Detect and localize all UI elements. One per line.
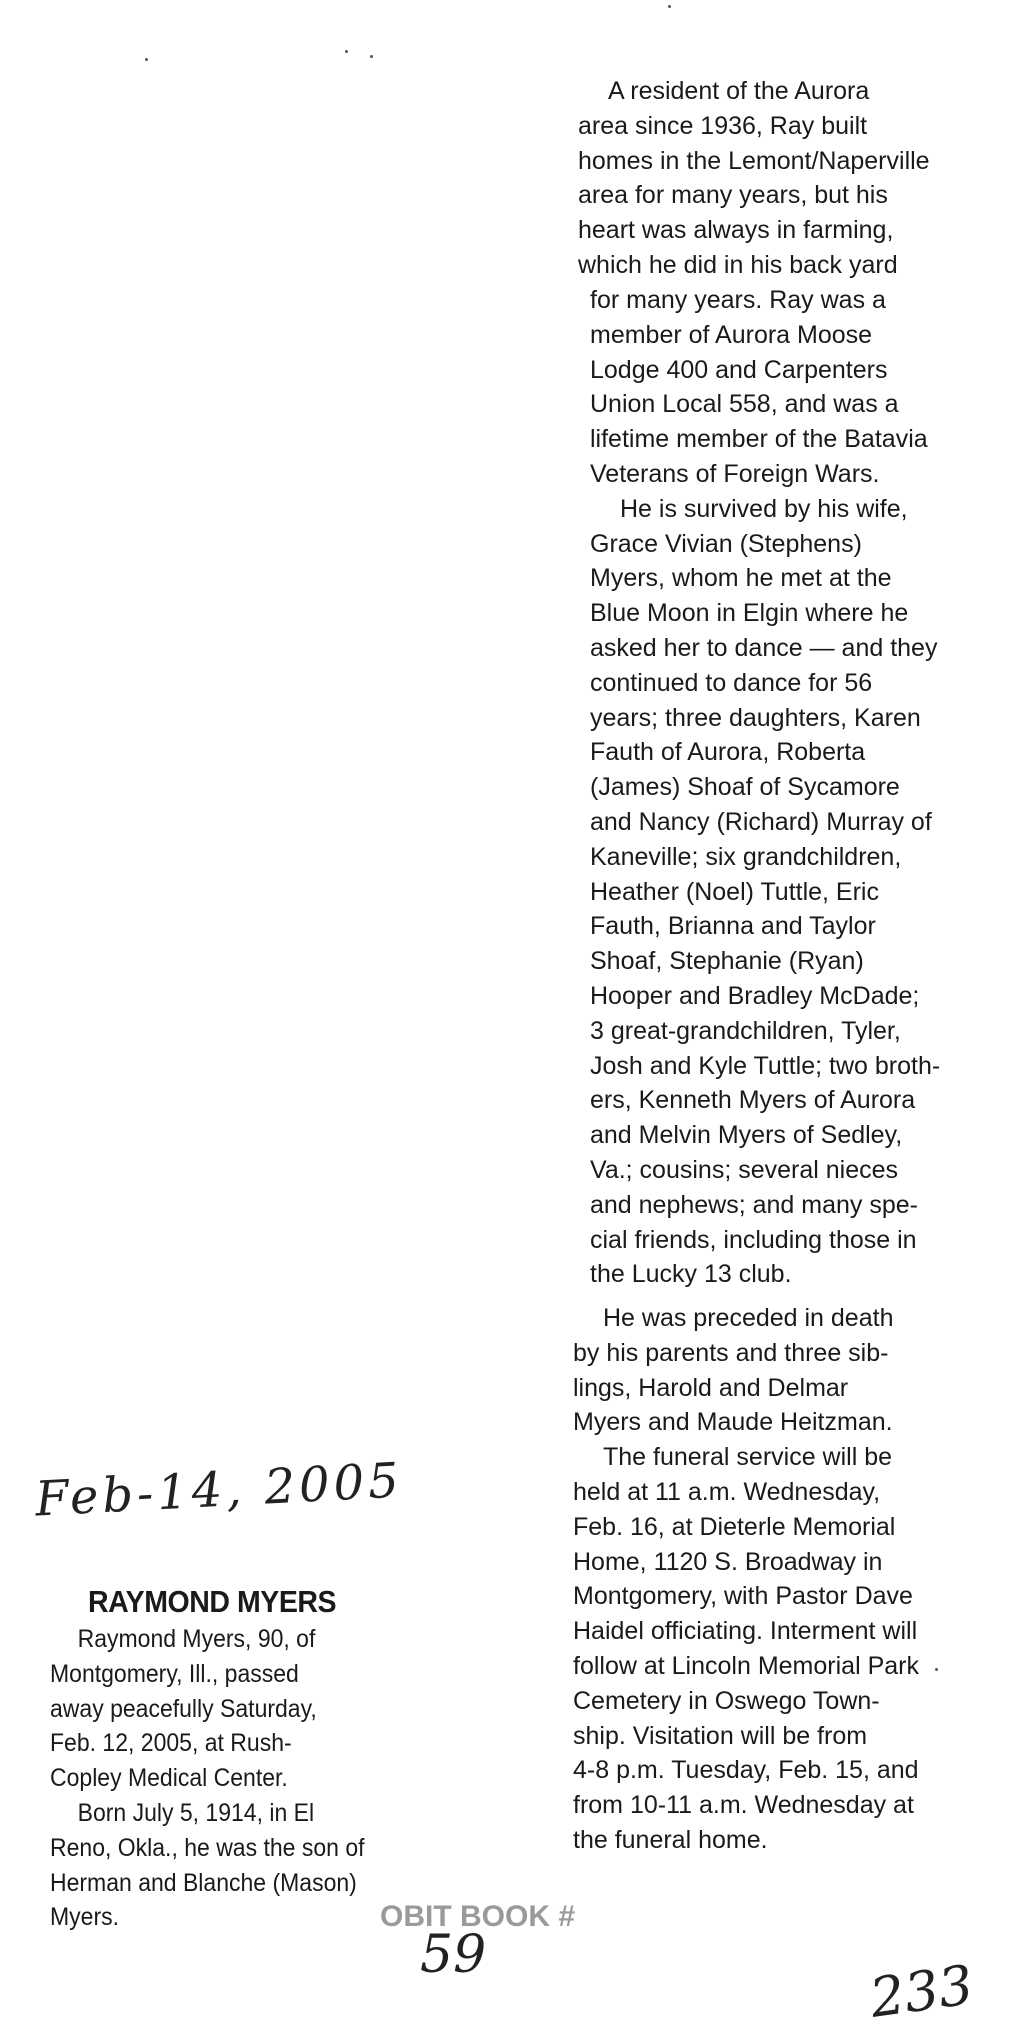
- scan-speck: [370, 55, 373, 58]
- text-line: ship. Visitation will be from: [573, 1721, 868, 1750]
- scan-speck: [145, 58, 148, 61]
- scan-speck: [935, 1668, 938, 1671]
- text-line: Feb. 16, at Dieterle Memorial: [573, 1512, 896, 1541]
- handwritten-date: Feb-14, 2005: [33, 1452, 404, 1528]
- text-line: Shoaf, Stephanie (Ryan): [590, 947, 864, 976]
- text-line: from 10-11 a.m. Wednesday at: [573, 1791, 914, 1820]
- scan-speck: [668, 5, 671, 8]
- text-line: ers, Kenneth Myers of Aurora: [590, 1086, 916, 1115]
- text-line: Myers and Maude Heitzman.: [573, 1408, 893, 1437]
- text-line: member of Aurora Moose: [590, 320, 873, 349]
- text-line: Herman and Blanche (Mason): [50, 1868, 357, 1897]
- text-line: The funeral service will be: [603, 1443, 893, 1472]
- text-line: area for many years, but his: [578, 181, 888, 210]
- text-line: Heather (Noel) Tuttle, Eric: [590, 877, 879, 906]
- text-line: Feb. 12, 2005, at Rush-: [50, 1729, 292, 1758]
- text-line: Reno, Okla., he was the son of: [50, 1833, 365, 1862]
- obit-book-number: 59: [420, 1925, 487, 1985]
- text-line: Grace Vivian (Stephens): [590, 529, 862, 558]
- text-line: Kaneville; six grandchildren,: [590, 842, 902, 871]
- obituary-column-right-middle: [590, 283, 940, 1292]
- text-line: the Lucky 13 club.: [590, 1260, 792, 1289]
- obituary-column-right-bottom: [573, 1301, 919, 1858]
- text-line: (James) Shoaf of Sycamore: [590, 773, 900, 802]
- text-line: for many years. Ray was a: [590, 286, 886, 314]
- text-line: follow at Lincoln Memorial Park: [573, 1651, 919, 1680]
- text-line: Blue Moon in Elgin where he: [590, 599, 909, 628]
- page-number: 233: [866, 1953, 977, 2030]
- text-line: Union Local 558, and was a: [590, 390, 899, 419]
- text-line: Home, 1120 S. Broadway in: [573, 1547, 883, 1576]
- text-line: Josh and Kyle Tuttle; two broth-: [590, 1051, 941, 1080]
- text-line: and Melvin Myers of Sedley,: [590, 1121, 903, 1150]
- scan-speck: [345, 50, 348, 53]
- text-line: held at 11 a.m. Wednesday,: [573, 1477, 881, 1506]
- text-line: away peacefully Saturday,: [50, 1694, 317, 1723]
- text-line: homes in the Lemont/Naperville: [578, 146, 930, 175]
- text-line: the funeral home.: [573, 1825, 768, 1854]
- text-line: Montgomery, with Pastor Dave: [573, 1582, 913, 1611]
- text-line: by his parents and three sib-: [573, 1338, 889, 1367]
- text-line: Fauth of Aurora, Roberta: [590, 738, 866, 767]
- text-line: cial friends, including those in: [590, 1225, 917, 1254]
- text-line: Cemetery in Oswego Town-: [573, 1686, 880, 1715]
- text-line: 4-8 p.m. Tuesday, Feb. 15, and: [573, 1756, 919, 1785]
- text-line: Myers, whom he met at the: [590, 564, 892, 593]
- text-line: 3 great-grandchildren, Tyler,: [590, 1016, 901, 1045]
- text-line: Va.; cousins; several nieces: [590, 1155, 899, 1184]
- text-line: Hooper and Bradley McDade;: [590, 981, 920, 1010]
- text-line: Born July 5, 1914, in El: [77, 1798, 315, 1827]
- text-line: continued to dance for 56: [590, 668, 873, 697]
- obituary-column-left: [50, 1622, 365, 1935]
- text-line: Haidel officiating. Interment will: [573, 1617, 918, 1646]
- text-line: heart was always in farming,: [578, 216, 894, 245]
- text-line: He is survived by his wife,: [620, 494, 908, 523]
- text-line: A resident of the Aurora: [608, 77, 870, 105]
- text-line: asked her to dance — and they: [590, 633, 938, 662]
- text-line: years; three daughters, Karen: [590, 703, 921, 732]
- text-line: Veterans of Foreign Wars.: [590, 459, 880, 488]
- obituary-headline: RAYMOND MYERS: [88, 1584, 337, 1619]
- text-line: Fauth, Brianna and Taylor: [590, 912, 876, 941]
- text-line: Lodge 400 and Carpenters: [590, 355, 888, 384]
- text-line: Raymond Myers, 90, of: [77, 1625, 316, 1653]
- text-line: which he did in his back yard: [578, 250, 898, 279]
- text-line: area since 1936, Ray built: [578, 111, 868, 140]
- text-line: Myers.: [50, 1903, 119, 1932]
- text-line: lings, Harold and Delmar: [573, 1373, 849, 1402]
- text-line: He was preceded in death: [603, 1304, 894, 1332]
- text-line: and nephews; and many spe-: [590, 1190, 918, 1219]
- text-line: and Nancy (Richard) Murray of: [590, 807, 932, 836]
- text-line: Montgomery, Ill., passed: [50, 1659, 299, 1688]
- text-line: Copley Medical Center.: [50, 1764, 288, 1793]
- text-line: lifetime member of the Batavia: [590, 425, 928, 454]
- obit-book-stamp: OBIT BOOK #: [380, 1900, 576, 1933]
- obituary-column-right-top: [578, 74, 930, 283]
